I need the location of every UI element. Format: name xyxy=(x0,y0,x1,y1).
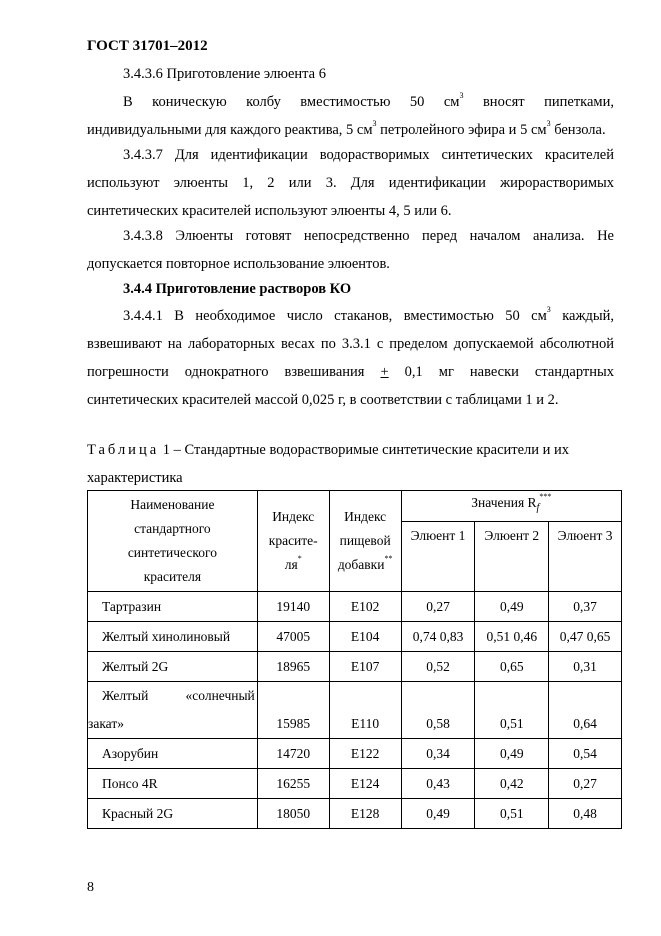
cell-name: Азорубин xyxy=(88,739,258,769)
table-row xyxy=(88,682,622,739)
table-caption xyxy=(87,436,614,492)
header-index-additive: Индекс пищевой добавки** xyxy=(329,491,401,592)
section-3436-title: 3.4.3.6 Приготовление элюента 6 xyxy=(123,66,326,82)
cell-additive: Е102 xyxy=(329,592,401,622)
table-row xyxy=(88,652,622,682)
cell-additive: Е104 xyxy=(329,622,401,652)
document-header: ГОСТ 31701–2012 xyxy=(87,38,208,54)
cell-e2: 0,51 xyxy=(475,682,549,739)
table-row xyxy=(88,592,622,622)
s3436-part-d: бензола. xyxy=(550,122,606,138)
table-caption-word: Таблица xyxy=(87,442,160,458)
cell-e3: 0,54 xyxy=(549,739,622,769)
cell-index: 18965 xyxy=(257,652,329,682)
header-index-dye: Индекс красите-ля* xyxy=(257,491,329,592)
cell-name: Понсо 4R xyxy=(88,769,258,799)
cell-e2: 0,51 0,46 xyxy=(475,622,549,652)
header-name: Наименование стандартного синтетического красителя xyxy=(88,491,258,592)
s3441-part-c: 0,1 мг навески стандартных синтетических красителей массой 0,025 г, в соответствии с таблицами 1 и 2. xyxy=(87,364,614,408)
s3436-part-a: В коническую колбу вместимостью 50 см xyxy=(123,94,460,110)
cell-e1: 0,52 xyxy=(401,652,475,682)
cell-name: Желтый 2G xyxy=(88,652,258,682)
cell-e1: 0,74 0,83 xyxy=(401,622,475,652)
table-row xyxy=(88,769,622,799)
plus-minus-sign: + xyxy=(380,364,389,380)
cell-e2: 0,65 xyxy=(475,652,549,682)
cell-e3: 0,31 xyxy=(549,652,622,682)
cell-index: 19140 xyxy=(257,592,329,622)
cell-additive: Е124 xyxy=(329,769,401,799)
cell-e1: 0,34 xyxy=(401,739,475,769)
table-row xyxy=(88,622,622,652)
cell-name: Желтый хинолиновый xyxy=(88,622,258,652)
cell-index: 14720 xyxy=(257,739,329,769)
table-row xyxy=(88,739,622,769)
cell-additive: Е128 xyxy=(329,799,401,829)
s3441-sup: 3 xyxy=(546,305,551,314)
header-eluent-1: Элюент 1 xyxy=(401,521,475,591)
cell-additive: Е107 xyxy=(329,652,401,682)
header-rf-group: Значения $R_f^{***}$ xyxy=(401,491,621,522)
s3436-sup-2: 3 xyxy=(372,119,377,128)
section-3438-text: 3.4.3.8 Элюенты готовят непосредственно перед началом анализа. Не допускается повторное использование элюентов. xyxy=(87,228,614,272)
s3441-part-a: 3.4.4.1 В необходимое число стаканов, вместимостью 50 см xyxy=(123,308,547,324)
section-344-title: 3.4.4 Приготовление растворов КО xyxy=(123,281,352,297)
cell-e2: 0,49 xyxy=(475,592,549,622)
cell-index: 15985 xyxy=(257,682,329,739)
cell-e1: 0,58 xyxy=(401,682,475,739)
cell-e1: 0,43 xyxy=(401,769,475,799)
dyes-table xyxy=(87,490,622,829)
cell-e3: 0,48 xyxy=(549,799,622,829)
cell-e3: 0,64 xyxy=(549,682,622,739)
cell-additive: Е122 xyxy=(329,739,401,769)
s3436-part-c: петролейного эфира и 5 см xyxy=(376,122,547,138)
table-row xyxy=(88,799,622,829)
table-caption-text: 1 – Стандартные водорастворимые синтетические красители и их характеристика xyxy=(87,442,570,486)
cell-index: 16255 xyxy=(257,769,329,799)
cell-e2: 0,51 xyxy=(475,799,549,829)
cell-e2: 0,49 xyxy=(475,739,549,769)
cell-e3: 0,47 0,65 xyxy=(549,622,622,652)
cell-e1: 0,49 xyxy=(401,799,475,829)
section-3437-text: 3.4.3.7 Для идентификации водорастворимых синтетических красителей используют элюенты 1, 2 или 3. Для идентификации жирорастворимых синтетических красителей используют элюенты 4, 5 или 6. xyxy=(87,147,614,219)
section-3441-text xyxy=(87,302,614,414)
header-eluent-2: Элюент 2 xyxy=(475,521,549,591)
cell-index: 18050 xyxy=(257,799,329,829)
cell-e2: 0,42 xyxy=(475,769,549,799)
s3436-sup-3: 3 xyxy=(546,119,551,128)
s3436-sup-1: 3 xyxy=(459,91,464,100)
cell-name: Желтый «солнечный закат» xyxy=(88,682,258,739)
cell-e1: 0,27 xyxy=(401,592,475,622)
s3441-part-b: каждый, взвешивают на лабораторных весах по 3.3.1 с пределом допускаемой абсолютной погрешности однократного взвешивания xyxy=(87,308,614,380)
cell-name: Красный 2G xyxy=(88,799,258,829)
section-3436-text xyxy=(87,88,614,144)
header-eluent-3: Элюент 3 xyxy=(549,521,622,591)
cell-e3: 0,27 xyxy=(549,769,622,799)
s3436-part-b: вносят пипетками, индивидуальными для каждого реактива, 5 см xyxy=(87,94,614,138)
cell-e3: 0,37 xyxy=(549,592,622,622)
cell-index: 47005 xyxy=(257,622,329,652)
page-number: 8 xyxy=(87,880,94,895)
cell-name: Тартразин xyxy=(88,592,258,622)
cell-additive: Е110 xyxy=(329,682,401,739)
